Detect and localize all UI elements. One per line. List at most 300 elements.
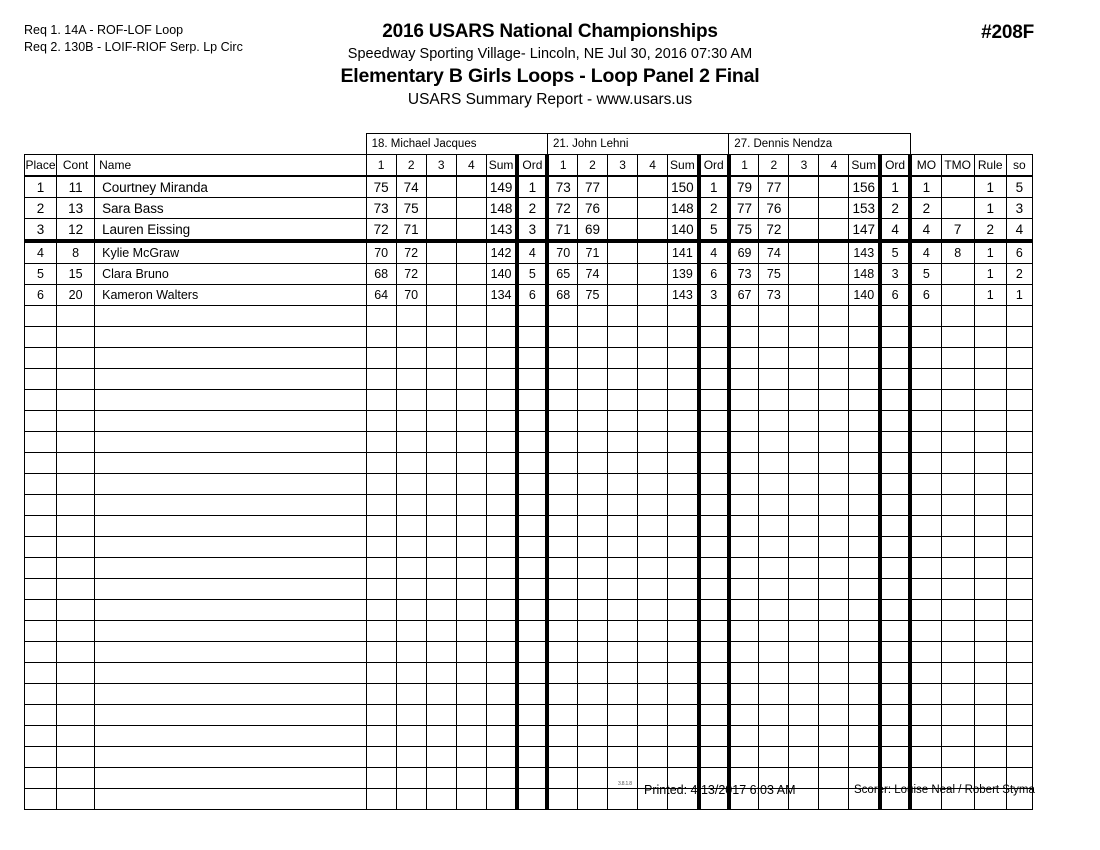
cell-contestant-number: 11 [57, 176, 95, 198]
empty-cell [608, 600, 638, 621]
cell-contestant-number: 15 [57, 264, 95, 285]
empty-cell [668, 747, 699, 768]
empty-row [25, 516, 1033, 537]
empty-cell [95, 474, 367, 495]
empty-cell [880, 726, 910, 747]
empty-cell [880, 516, 910, 537]
empty-cell [910, 495, 941, 516]
cell-j1-element-2: 72 [396, 241, 426, 264]
empty-cell [57, 411, 95, 432]
empty-cell [759, 705, 789, 726]
empty-cell [880, 390, 910, 411]
empty-cell [456, 432, 486, 453]
empty-cell [486, 726, 517, 747]
empty-cell [668, 684, 699, 705]
cell-so: 1 [1006, 285, 1032, 306]
empty-row [25, 390, 1033, 411]
empty-cell [638, 747, 668, 768]
empty-cell [25, 747, 57, 768]
cell-j2-element-4 [638, 198, 668, 219]
empty-cell [638, 348, 668, 369]
empty-cell [941, 516, 974, 537]
empty-cell [25, 348, 57, 369]
empty-cell [608, 327, 638, 348]
cell-j3-ord: 6 [880, 285, 910, 306]
empty-cell [547, 726, 577, 747]
empty-cell [1006, 327, 1032, 348]
empty-cell [789, 327, 819, 348]
col-header-j3-2: 2 [759, 155, 789, 177]
empty-cell [974, 684, 1006, 705]
empty-cell [57, 579, 95, 600]
empty-cell [974, 663, 1006, 684]
cell-j1-element-3 [426, 198, 456, 219]
empty-cell [426, 306, 456, 327]
printed-timestamp: Printed: 4/13/2017 6:03 AM [644, 783, 796, 797]
cell-place: 6 [25, 285, 57, 306]
empty-cell [396, 474, 426, 495]
cell-rule: 1 [974, 241, 1006, 264]
empty-cell [941, 537, 974, 558]
empty-cell [974, 558, 1006, 579]
empty-cell [819, 600, 849, 621]
empty-cell [759, 516, 789, 537]
empty-cell [668, 453, 699, 474]
cell-j2-sum: 148 [668, 198, 699, 219]
empty-cell [456, 348, 486, 369]
empty-cell [759, 684, 789, 705]
empty-cell [456, 453, 486, 474]
empty-cell [608, 369, 638, 390]
empty-cell [974, 411, 1006, 432]
empty-cell [849, 432, 880, 453]
empty-cell [789, 390, 819, 411]
empty-cell [57, 348, 95, 369]
empty-cell [456, 537, 486, 558]
empty-cell [426, 747, 456, 768]
cell-j1-ord: 4 [517, 241, 547, 264]
empty-cell [819, 411, 849, 432]
empty-cell [547, 495, 577, 516]
empty-cell [95, 621, 367, 642]
empty-cell [789, 369, 819, 390]
cell-j1-element-1: 75 [366, 176, 396, 198]
empty-cell [941, 726, 974, 747]
cell-so: 6 [1006, 241, 1032, 264]
empty-cell [577, 516, 607, 537]
empty-cell [25, 537, 57, 558]
empty-row [25, 621, 1033, 642]
empty-cell [547, 348, 577, 369]
empty-cell [638, 495, 668, 516]
cell-j3-ord: 5 [880, 241, 910, 264]
empty-cell [729, 432, 759, 453]
empty-cell [880, 684, 910, 705]
empty-cell [95, 579, 367, 600]
empty-cell [910, 474, 941, 495]
empty-cell [396, 390, 426, 411]
empty-cell [880, 558, 910, 579]
empty-cell [25, 642, 57, 663]
empty-cell [974, 726, 1006, 747]
empty-cell [759, 348, 789, 369]
empty-cell [95, 600, 367, 621]
table-row [25, 241, 1033, 264]
empty-cell [729, 369, 759, 390]
empty-cell [426, 495, 456, 516]
empty-cell [486, 390, 517, 411]
cell-j2-element-4 [638, 176, 668, 198]
cell-j3-element-2: 77 [759, 176, 789, 198]
empty-cell [699, 579, 729, 600]
empty-cell [1006, 432, 1032, 453]
empty-cell [849, 348, 880, 369]
cell-j3-element-3 [789, 241, 819, 264]
empty-cell [638, 369, 668, 390]
class-title: Elementary B Girls Loops - Loop Panel 2 Final [340, 65, 760, 87]
cell-j3-element-1: 75 [729, 219, 759, 242]
empty-cell [426, 684, 456, 705]
empty-cell [759, 432, 789, 453]
empty-cell [910, 747, 941, 768]
empty-cell [456, 474, 486, 495]
empty-row [25, 411, 1033, 432]
empty-cell [95, 411, 367, 432]
empty-cell [974, 642, 1006, 663]
empty-cell [95, 348, 367, 369]
empty-cell [366, 600, 396, 621]
table-row [25, 176, 1033, 198]
empty-cell [880, 600, 910, 621]
col-header-j3-3: 3 [789, 155, 819, 177]
empty-cell [668, 495, 699, 516]
empty-cell [608, 621, 638, 642]
empty-cell [608, 474, 638, 495]
empty-cell [941, 663, 974, 684]
empty-cell [608, 684, 638, 705]
empty-cell [849, 327, 880, 348]
empty-cell [941, 474, 974, 495]
col-header-j1-3: 3 [426, 155, 456, 177]
cell-j1-element-4 [456, 219, 486, 242]
empty-cell [456, 579, 486, 600]
empty-cell [941, 558, 974, 579]
empty-cell [880, 474, 910, 495]
empty-cell [638, 726, 668, 747]
judge-header-3: 27. Dennis Nendza [729, 134, 910, 155]
empty-cell [974, 390, 1006, 411]
empty-cell [608, 390, 638, 411]
cell-j2-element-3 [608, 264, 638, 285]
cell-j3-sum: 153 [849, 198, 880, 219]
cell-j2-ord: 2 [699, 198, 729, 219]
cell-j3-ord: 2 [880, 198, 910, 219]
empty-cell [1006, 390, 1032, 411]
empty-cell [849, 705, 880, 726]
empty-cell [668, 474, 699, 495]
empty-cell [759, 495, 789, 516]
empty-cell [819, 747, 849, 768]
empty-cell [759, 642, 789, 663]
empty-cell [789, 621, 819, 642]
empty-cell [910, 327, 941, 348]
empty-cell [25, 495, 57, 516]
empty-cell [396, 411, 426, 432]
cell-j2-element-4 [638, 241, 668, 264]
empty-cell [789, 726, 819, 747]
cell-j2-element-3 [608, 198, 638, 219]
col-header-j1-1: 1 [366, 155, 396, 177]
empty-cell [789, 579, 819, 600]
empty-cell [486, 495, 517, 516]
empty-cell [974, 327, 1006, 348]
empty-cell [95, 327, 367, 348]
empty-cell [426, 453, 456, 474]
requirement-line-2: Req 2. 130B - LOIF-RIOF Serp. Lp Circ [24, 40, 243, 54]
empty-cell [638, 411, 668, 432]
empty-cell [517, 747, 547, 768]
empty-cell [638, 516, 668, 537]
empty-cell [577, 621, 607, 642]
empty-cell [638, 705, 668, 726]
empty-cell [608, 453, 638, 474]
empty-cell [819, 516, 849, 537]
empty-cell [759, 453, 789, 474]
cell-j3-element-3 [789, 219, 819, 242]
empty-cell [668, 369, 699, 390]
empty-cell [638, 327, 668, 348]
cell-j3-element-1: 77 [729, 198, 759, 219]
empty-cell [608, 516, 638, 537]
cell-j1-ord: 3 [517, 219, 547, 242]
empty-cell [668, 558, 699, 579]
cell-j2-element-1: 65 [547, 264, 577, 285]
empty-cell [1006, 558, 1032, 579]
empty-cell [729, 684, 759, 705]
empty-cell [974, 348, 1006, 369]
cell-j2-ord: 1 [699, 176, 729, 198]
cell-skater-name: Sara Bass [95, 198, 367, 219]
empty-cell [456, 369, 486, 390]
empty-cell [57, 369, 95, 390]
col-header-j1-2: 2 [396, 155, 426, 177]
empty-cell [849, 684, 880, 705]
empty-cell [910, 621, 941, 642]
empty-cell [849, 495, 880, 516]
cell-skater-name: Lauren Eissing [95, 219, 367, 242]
empty-cell [638, 684, 668, 705]
empty-cell [456, 306, 486, 327]
cell-j1-element-4 [456, 264, 486, 285]
empty-cell [547, 747, 577, 768]
cell-j2-ord: 6 [699, 264, 729, 285]
col-header-j2-4: 4 [638, 155, 668, 177]
empty-cell [486, 432, 517, 453]
cell-j3-element-4 [819, 219, 849, 242]
empty-row [25, 747, 1033, 768]
empty-cell [1006, 495, 1032, 516]
empty-row [25, 705, 1033, 726]
empty-cell [25, 432, 57, 453]
empty-cell [577, 432, 607, 453]
empty-cell [396, 348, 426, 369]
empty-cell [910, 600, 941, 621]
empty-cell [456, 516, 486, 537]
heat-number: #208F [981, 22, 1034, 43]
empty-cell [57, 390, 95, 411]
empty-cell [396, 621, 426, 642]
cell-rule: 1 [974, 176, 1006, 198]
empty-cell [486, 705, 517, 726]
empty-cell [941, 600, 974, 621]
empty-cell [729, 600, 759, 621]
empty-row [25, 306, 1033, 327]
footer [24, 783, 1033, 803]
empty-cell [57, 516, 95, 537]
cell-j2-element-4 [638, 264, 668, 285]
empty-cell [547, 516, 577, 537]
column-header-row [25, 155, 1033, 177]
scorer-names: Scorer: Louise Neal / Robert Styma [854, 784, 1035, 796]
cell-j2-element-3 [608, 176, 638, 198]
empty-row [25, 432, 1033, 453]
empty-cell [910, 453, 941, 474]
empty-cell [941, 705, 974, 726]
empty-cell [729, 621, 759, 642]
empty-cell [729, 579, 759, 600]
empty-cell [789, 558, 819, 579]
empty-cell [699, 453, 729, 474]
cell-j1-element-1: 73 [366, 198, 396, 219]
empty-cell [699, 558, 729, 579]
empty-cell [668, 411, 699, 432]
empty-cell [517, 642, 547, 663]
version-code: 3.8.1.8 [618, 781, 632, 787]
empty-cell [789, 348, 819, 369]
col-header-j1-sum: Sum [486, 155, 517, 177]
col-header-j3-4: 4 [819, 155, 849, 177]
table-row [25, 219, 1033, 242]
empty-cell [941, 432, 974, 453]
empty-cell [547, 327, 577, 348]
cell-j3-element-1: 73 [729, 264, 759, 285]
empty-cell [577, 705, 607, 726]
empty-cell [819, 579, 849, 600]
col-header-j2-sum: Sum [668, 155, 699, 177]
empty-cell [426, 369, 456, 390]
empty-cell [910, 663, 941, 684]
empty-cell [486, 747, 517, 768]
empty-cell [699, 327, 729, 348]
cell-j2-sum: 143 [668, 285, 699, 306]
empty-cell [57, 306, 95, 327]
empty-cell [759, 663, 789, 684]
cell-j2-element-2: 77 [577, 176, 607, 198]
empty-cell [577, 600, 607, 621]
empty-cell [668, 306, 699, 327]
empty-cell [819, 642, 849, 663]
cell-j2-element-2: 75 [577, 285, 607, 306]
empty-cell [819, 474, 849, 495]
empty-cell [25, 390, 57, 411]
empty-cell [974, 621, 1006, 642]
empty-cell [456, 621, 486, 642]
empty-cell [95, 390, 367, 411]
empty-cell [819, 369, 849, 390]
empty-cell [547, 684, 577, 705]
empty-cell [366, 495, 396, 516]
cell-j2-element-4 [638, 285, 668, 306]
empty-cell [789, 684, 819, 705]
empty-cell [57, 474, 95, 495]
empty-cell [638, 474, 668, 495]
cell-j2-element-1: 72 [547, 198, 577, 219]
empty-cell [608, 642, 638, 663]
empty-cell [789, 705, 819, 726]
empty-cell [759, 327, 789, 348]
empty-cell [57, 663, 95, 684]
empty-cell [759, 579, 789, 600]
col-header-j2-3: 3 [608, 155, 638, 177]
empty-row [25, 495, 1033, 516]
empty-cell [638, 558, 668, 579]
empty-cell [974, 579, 1006, 600]
empty-row [25, 369, 1033, 390]
empty-cell [699, 369, 729, 390]
empty-cell [577, 306, 607, 327]
empty-cell [729, 705, 759, 726]
empty-cell [941, 621, 974, 642]
cell-skater-name: Kameron Walters [95, 285, 367, 306]
empty-cell [729, 726, 759, 747]
banner-spacer [25, 134, 367, 155]
empty-cell [819, 327, 849, 348]
empty-cell [849, 726, 880, 747]
empty-cell [366, 432, 396, 453]
empty-row [25, 537, 1033, 558]
empty-cell [819, 558, 849, 579]
empty-cell [547, 369, 577, 390]
empty-cell [366, 579, 396, 600]
cell-j1-sum: 143 [486, 219, 517, 242]
empty-cell [941, 642, 974, 663]
cell-j1-sum: 148 [486, 198, 517, 219]
empty-cell [880, 432, 910, 453]
empty-cell [729, 348, 759, 369]
empty-cell [57, 684, 95, 705]
empty-cell [25, 306, 57, 327]
empty-cell [486, 579, 517, 600]
cell-rule: 2 [974, 219, 1006, 242]
cell-j2-element-1: 71 [547, 219, 577, 242]
empty-cell [57, 495, 95, 516]
empty-cell [668, 600, 699, 621]
empty-cell [819, 348, 849, 369]
cell-j3-element-1: 79 [729, 176, 759, 198]
empty-row [25, 600, 1033, 621]
empty-cell [486, 642, 517, 663]
empty-cell [577, 747, 607, 768]
empty-cell [456, 663, 486, 684]
empty-cell [426, 537, 456, 558]
empty-cell [608, 747, 638, 768]
empty-cell [95, 663, 367, 684]
empty-cell [849, 579, 880, 600]
empty-row [25, 684, 1033, 705]
cell-place: 1 [25, 176, 57, 198]
empty-cell [1006, 747, 1032, 768]
cell-j2-sum: 141 [668, 241, 699, 264]
